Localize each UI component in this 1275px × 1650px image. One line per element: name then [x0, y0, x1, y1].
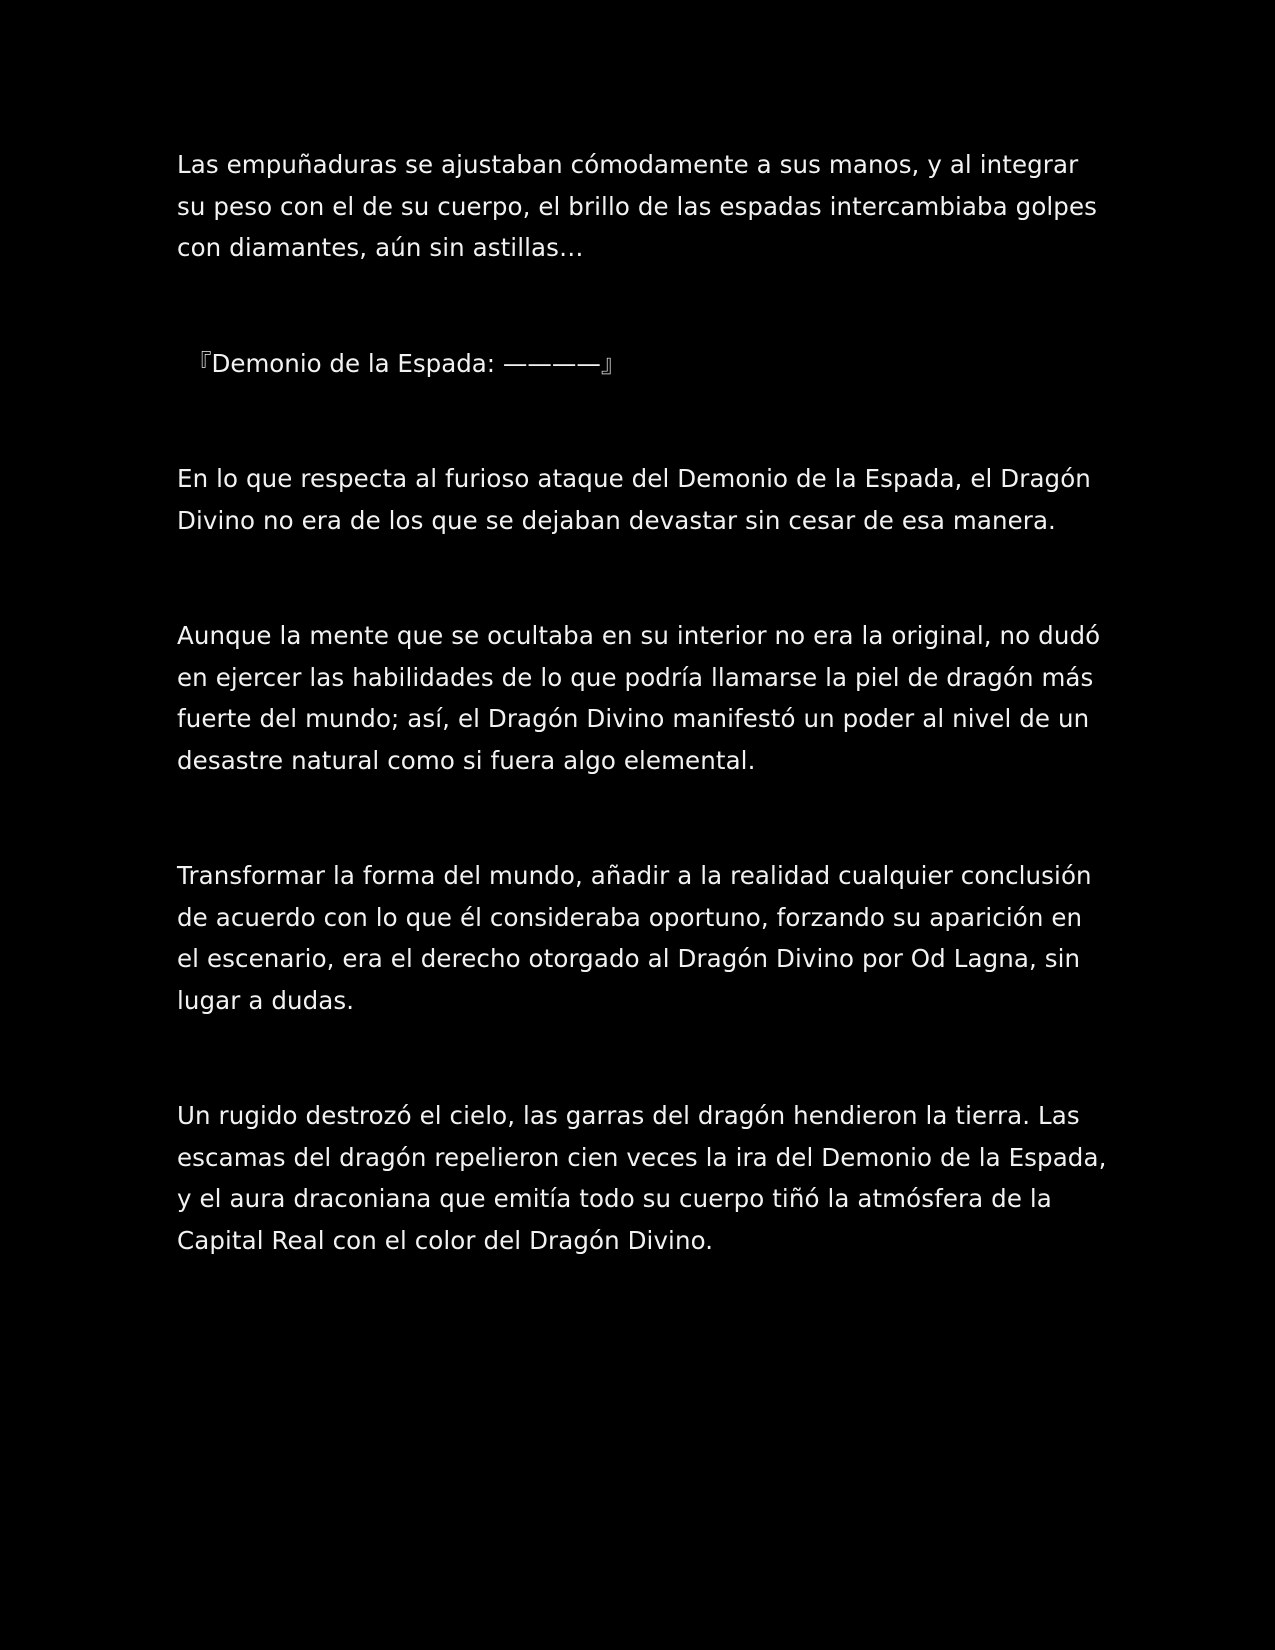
paragraph-5: Un rugido destrozó el cielo, las garras del dragón hendieron la tierra. Las escamas del dragón repelieron cien veces la ira del Demonio de la Espada, y el aura draconiana que emitía todo su cuerpo tiñó la atmósfera de la Capital Real con el color del Dragón Divino.: [177, 1101, 1107, 1255]
document-page: [177, 144, 1107, 1335]
paragraph-2: En lo que respecta al furioso ataque del Demonio de la Espada, el Dragón Divino no era de los que se dejaban devastar sin cesar de esa manera.: [177, 464, 1091, 535]
sword-demon-quote: 『Demonio de la Espada: ————』: [187, 348, 626, 378]
paragraph-3: Aunque la mente que se ocultaba en su interior no era la original, no dudó en ejercer las habilidades de lo que podría llamarse la piel de dragón más fuerte del mundo; así, el Dragón Divino manifestó un poder al nivel de un desastre natural como si fuera algo elemental.: [177, 621, 1101, 775]
paragraph-4: Transformar la forma del mundo, añadir a la realidad cualquier conclusión de acuerdo con lo que él consideraba oportuno, forzando su aparición en el escenario, era el derecho otorgado al Dragón Divino por Od Lagna, sin lugar a dudas.: [177, 861, 1092, 1015]
paragraph-1: Las empuñaduras se ajustaban cómodamente a sus manos, y al integrar su peso con el de su cuerpo, el brillo de las espadas intercambiaba golpes con diamantes, aún sin astillas…: [177, 150, 1098, 262]
